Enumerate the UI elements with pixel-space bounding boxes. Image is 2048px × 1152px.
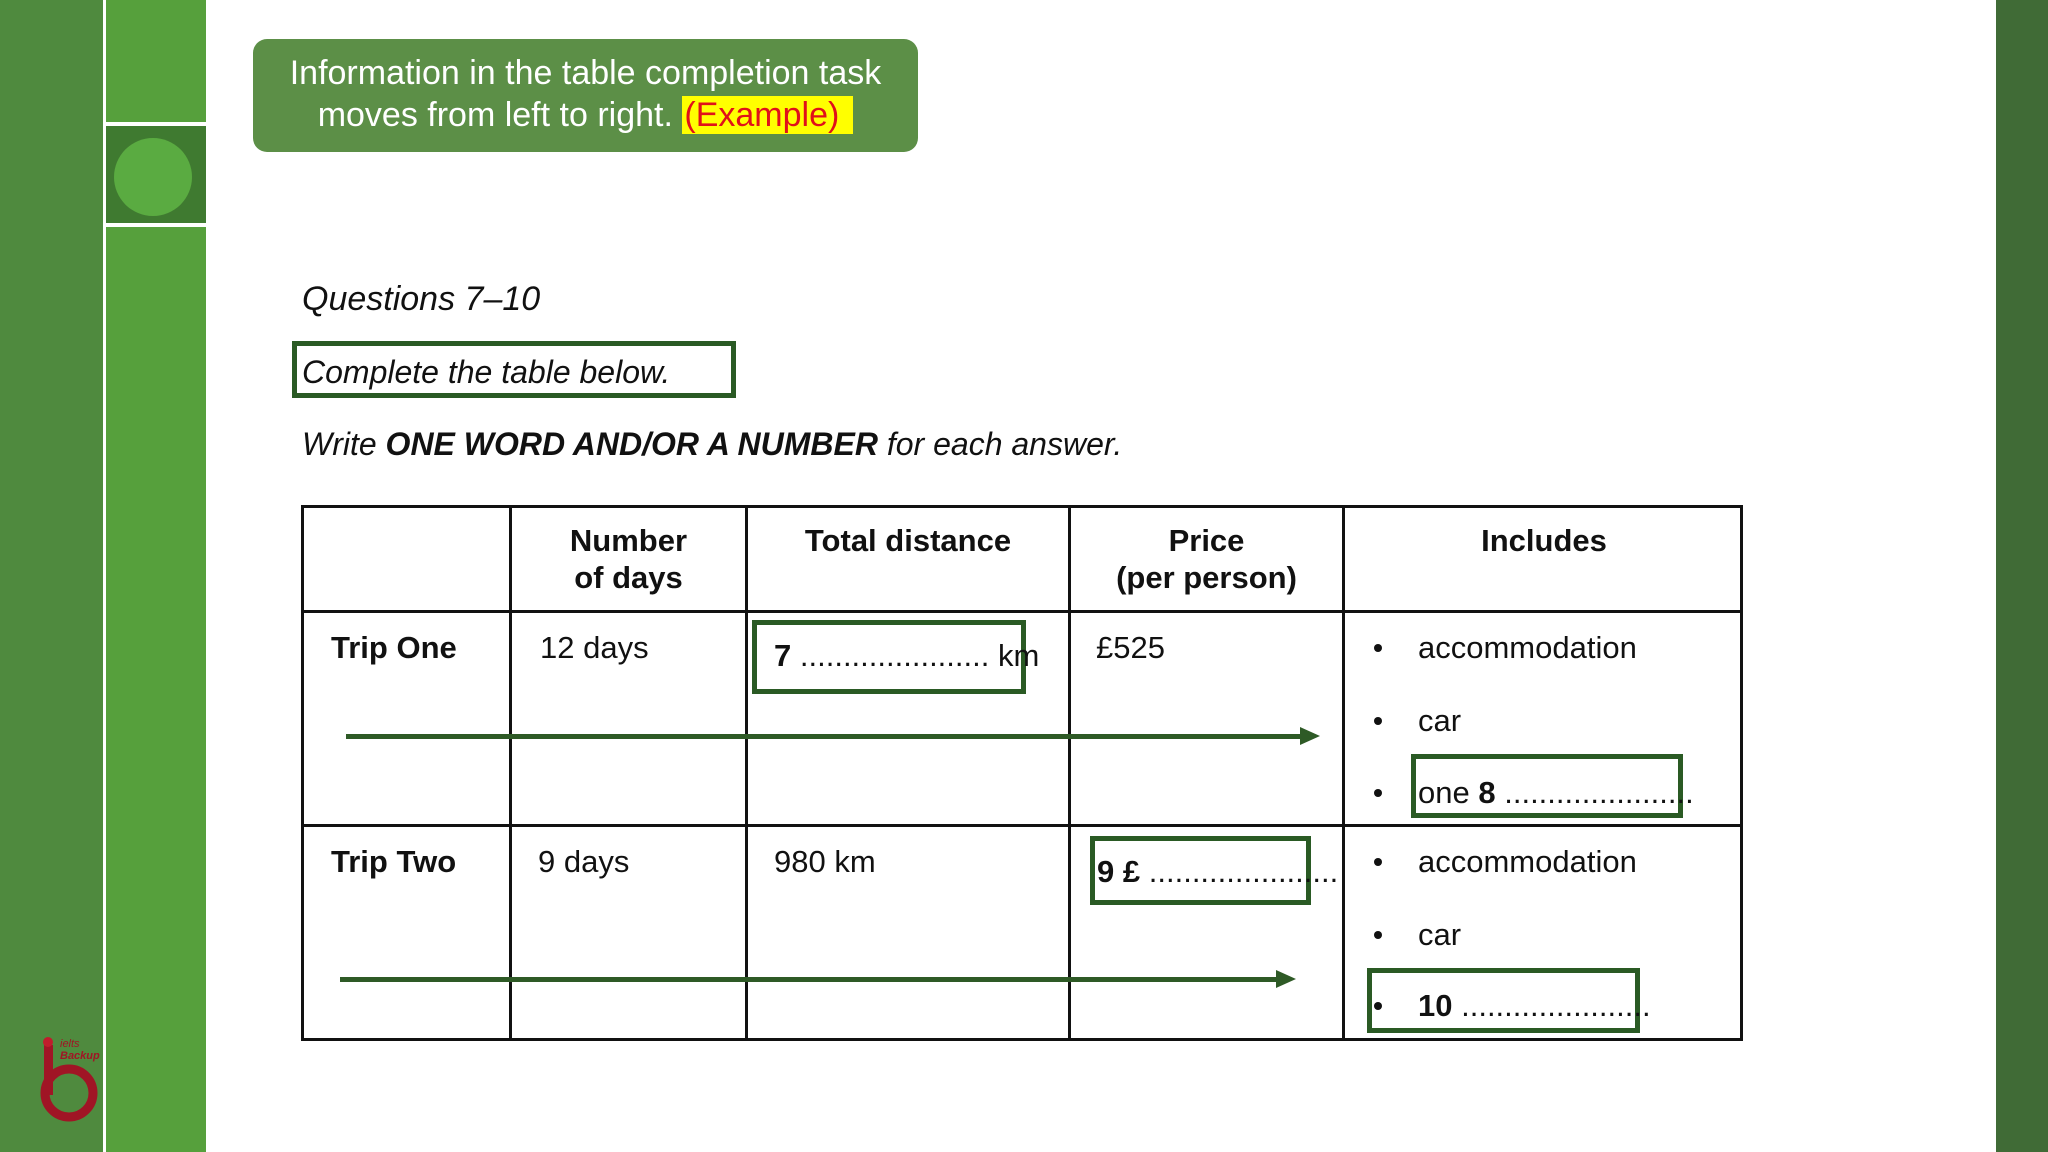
questions-title: Questions 7–10	[302, 280, 541, 318]
answer-blank-10: ......................	[1461, 988, 1651, 1023]
trip-two-name: Trip Two	[331, 844, 457, 879]
write-bold: ONE WORD AND/OR A NUMBER	[385, 426, 878, 462]
ieltsbackup-logo	[34, 1035, 124, 1125]
trip-two-include-accommodation: accommodation	[1418, 844, 1637, 879]
trip-two-distance: 980 km	[774, 844, 876, 879]
table-rule-row1	[301, 824, 1743, 827]
table-col-4	[1342, 505, 1345, 1041]
trip-one-name: Trip One	[331, 630, 457, 665]
example-highlight: (Example)	[682, 96, 853, 134]
arrow-line-trip-two	[340, 977, 1278, 982]
trip-two-days: 9 days	[538, 844, 630, 879]
table-rule-header	[301, 610, 1743, 613]
bullet-icon	[1374, 931, 1382, 939]
trip-one-include-accommodation: accommodation	[1418, 630, 1637, 665]
callout-line2-text: moves from left to right.	[317, 96, 673, 134]
trip-one-price: £525	[1096, 630, 1165, 665]
question-number-9: 9	[1097, 854, 1115, 889]
answer-blank-7: ......................	[799, 638, 990, 673]
trip-two-include-car: car	[1418, 917, 1462, 952]
header-includes: Includes	[1481, 523, 1607, 558]
bullet-icon	[1374, 717, 1382, 725]
trip-two-include-gap	[1418, 988, 1651, 1024]
callout-line2	[253, 94, 918, 136]
header-days-line2: of days	[574, 560, 683, 595]
band-circle-decor	[114, 138, 192, 216]
bullet-icon	[1374, 858, 1382, 866]
svg-text:Backup: Backup	[60, 1050, 100, 1062]
svg-text:ielts: ielts	[60, 1038, 80, 1050]
bullet-icon	[1374, 1002, 1382, 1010]
question-number-10: 10	[1418, 988, 1453, 1023]
trip-two-price-gap	[1097, 854, 1338, 890]
info-callout	[253, 39, 918, 152]
table-col-2	[745, 505, 748, 1041]
question-number-7: 7	[774, 638, 792, 673]
header-number-of-days	[512, 522, 745, 596]
write-prefix: Write	[302, 426, 377, 462]
bullet-icon	[1374, 644, 1382, 652]
bullet-icon	[1374, 789, 1382, 797]
answer-blank-9: ......................	[1148, 854, 1339, 889]
arrow-right-icon	[1300, 727, 1320, 745]
distance-unit-km: km	[997, 638, 1040, 673]
header-price-line1: Price	[1168, 523, 1245, 558]
callout-line1: Information in the table completion task	[289, 54, 882, 92]
arrow-right-icon	[1276, 970, 1296, 988]
price-currency: £	[1122, 854, 1141, 889]
instruction-text: Complete the table below.	[302, 354, 671, 390]
trip-one-days: 12 days	[540, 630, 649, 665]
header-price-line2: (per person)	[1116, 560, 1297, 595]
trip-one-include-car: car	[1418, 703, 1462, 738]
right-decor-stripe	[1996, 0, 2048, 1152]
header-total-distance: Total distance	[804, 523, 1012, 558]
write-instruction	[302, 426, 1122, 463]
header-days-line1: Number	[569, 523, 688, 558]
left-decor-stripe	[0, 0, 103, 1152]
header-price	[1071, 522, 1342, 596]
write-suffix: for each answer.	[886, 426, 1123, 462]
answer-blank-8: ......................	[1504, 775, 1694, 810]
question-number-8: 8	[1478, 775, 1496, 810]
include-prefix-one: one	[1418, 775, 1470, 810]
arrow-line-trip-one	[346, 734, 1302, 739]
trip-one-distance-gap	[774, 638, 1039, 674]
trip-one-include-gap	[1418, 775, 1694, 811]
band-divider-bottom	[106, 223, 206, 227]
